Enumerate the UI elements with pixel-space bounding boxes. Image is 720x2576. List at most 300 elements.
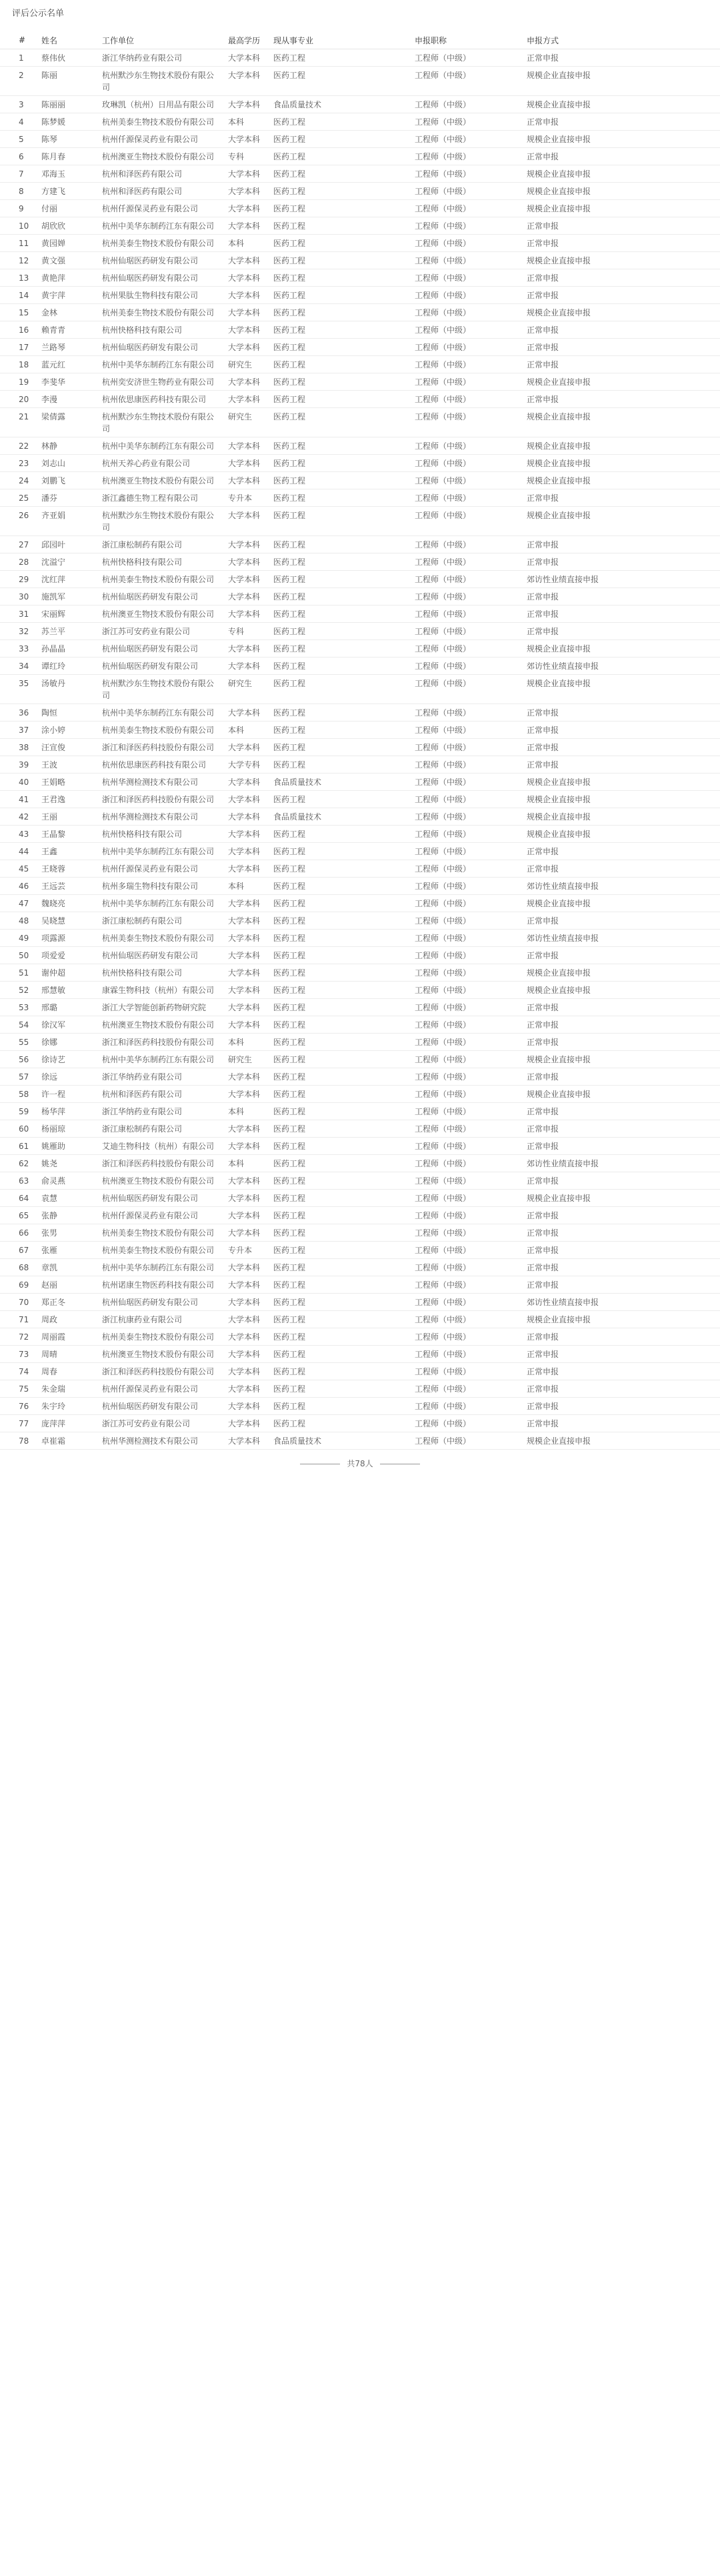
row-major <box>273 1086 415 1103</box>
row-education-text: 大学本科 <box>228 1124 261 1134</box>
row-index-text: 31 <box>19 609 29 619</box>
row-major <box>273 373 415 391</box>
row-index-text: 76 <box>19 1402 29 1411</box>
row-unit-text: 艾迪生物科技（杭州）有限公司 <box>102 1142 215 1151</box>
row-major <box>273 739 415 756</box>
row-major <box>273 1016 415 1034</box>
column-header-education: 最高学历 <box>228 31 273 49</box>
row-major-text: 医药工程 <box>273 493 306 503</box>
row-unit-text: 杭州和泽医药有限公司 <box>102 1090 183 1099</box>
table-row <box>0 791 720 808</box>
row-major-text: 医药工程 <box>273 1003 306 1012</box>
row-major-text: 医药工程 <box>273 557 306 567</box>
row-education-text: 大学本科 <box>228 53 261 63</box>
row-major-text: 医药工程 <box>273 1419 306 1428</box>
row-method <box>527 553 720 571</box>
row-title <box>415 756 527 774</box>
row-method <box>527 373 720 391</box>
row-title <box>415 455 527 472</box>
row-education <box>228 1120 273 1138</box>
row-major <box>273 553 415 571</box>
row-name-text: 徐汉军 <box>41 1020 66 1030</box>
row-index-text: 32 <box>19 627 29 636</box>
row-education-text: 大学本科 <box>228 100 261 109</box>
row-method <box>527 1016 720 1034</box>
row-title-text: 工程师（中级） <box>415 256 471 265</box>
row-title <box>415 165 527 183</box>
row-major <box>273 96 415 113</box>
row-name <box>41 1380 102 1398</box>
row-method <box>527 321 720 339</box>
row-name <box>41 1242 102 1259</box>
row-major <box>273 235 415 252</box>
row-name-text: 邢慧敏 <box>41 986 66 995</box>
row-education <box>228 489 273 507</box>
row-method-text: 正常申报 <box>527 360 559 369</box>
column-header-title: 申报职称 <box>415 31 527 49</box>
row-title <box>415 605 527 623</box>
row-title-text: 工程师（中级） <box>415 662 471 671</box>
row-major-text: 医药工程 <box>273 743 306 752</box>
row-name <box>41 1276 102 1294</box>
row-major-text: 食品质量技术 <box>273 778 322 787</box>
row-title <box>415 808 527 826</box>
row-unit-text: 杭州中美华东制药江东有限公司 <box>102 899 215 908</box>
row-major <box>273 947 415 964</box>
row-method-text: 郊访性业绩直接申报 <box>527 934 599 943</box>
row-name-text: 黄艳萍 <box>41 273 66 283</box>
row-major <box>273 252 415 269</box>
row-title-text: 工程师（中级） <box>415 1107 471 1116</box>
row-education <box>228 304 273 321</box>
row-unit-text: 浙江华纳药业有限公司 <box>102 1107 183 1116</box>
row-title <box>415 791 527 808</box>
row-major-text: 医药工程 <box>273 540 306 549</box>
row-name-text: 王晓蓉 <box>41 864 66 874</box>
row-unit-text: 杭州果肽生物科技有限公司 <box>102 291 199 300</box>
row-name-text: 杨华萍 <box>41 1107 66 1116</box>
row-education <box>228 252 273 269</box>
row-title-text: 工程师（中级） <box>415 204 471 213</box>
row-education <box>228 1363 273 1380</box>
row-education <box>228 1034 273 1051</box>
row-title <box>415 704 527 722</box>
row-index <box>0 843 41 860</box>
row-method-text: 郊访性业绩直接申报 <box>527 1159 599 1168</box>
row-name <box>41 571 102 588</box>
row-name-text: 齐亚娟 <box>41 511 66 520</box>
row-index <box>0 1034 41 1051</box>
row-method <box>527 1190 720 1207</box>
table-row <box>0 1051 720 1068</box>
row-method-text: 规模企业直接申报 <box>527 812 591 822</box>
row-major-text: 医药工程 <box>273 441 306 451</box>
row-title-text: 工程师（中级） <box>415 395 471 404</box>
row-title-text: 工程师（中级） <box>415 1124 471 1134</box>
row-education <box>228 1432 273 1450</box>
row-major <box>273 165 415 183</box>
row-major-text: 医药工程 <box>273 1211 306 1220</box>
row-name-text: 陈琴 <box>41 135 58 144</box>
row-major <box>273 1311 415 1328</box>
row-major <box>273 1207 415 1224</box>
row-title <box>415 373 527 391</box>
row-education-text: 大学本科 <box>228 1176 261 1186</box>
row-major-text: 食品质量技术 <box>273 812 322 822</box>
row-index <box>0 860 41 878</box>
row-education <box>228 321 273 339</box>
row-title <box>415 1415 527 1432</box>
row-title-text: 工程师（中级） <box>415 743 471 752</box>
row-index <box>0 623 41 640</box>
row-method-text: 规模企业直接申报 <box>527 986 591 995</box>
row-method <box>527 235 720 252</box>
row-major <box>273 1259 415 1276</box>
row-education-text: 大学本科 <box>228 951 261 960</box>
row-method <box>527 623 720 640</box>
table-row <box>0 304 720 321</box>
row-education <box>228 1086 273 1103</box>
row-title <box>415 1172 527 1190</box>
row-index <box>0 1259 41 1276</box>
row-major <box>273 437 415 455</box>
table-row <box>0 1276 720 1294</box>
row-name-text: 蔡伟伙 <box>41 53 66 63</box>
row-name <box>41 1363 102 1380</box>
row-education <box>228 148 273 165</box>
row-index-text: 4 <box>19 117 24 127</box>
row-title <box>415 999 527 1016</box>
row-method <box>527 912 720 930</box>
row-unit-text: 杭州天养心药业有限公司 <box>102 459 191 468</box>
row-name <box>41 808 102 826</box>
row-major <box>273 860 415 878</box>
row-method <box>527 1051 720 1068</box>
row-index-text: 28 <box>19 557 29 567</box>
table-row <box>0 472 720 489</box>
row-education-text: 大学本科 <box>228 291 261 300</box>
row-unit-text: 杭州仙琚医药研发有限公司 <box>102 592 199 601</box>
row-title <box>415 947 527 964</box>
row-method <box>527 605 720 623</box>
row-unit <box>102 947 228 964</box>
row-unit <box>102 356 228 373</box>
row-index-text: 49 <box>19 934 29 943</box>
row-major-text: 医药工程 <box>273 1402 306 1411</box>
row-major-text: 食品质量技术 <box>273 1436 322 1446</box>
row-name-text: 陈月春 <box>41 152 66 161</box>
row-major <box>273 1034 415 1051</box>
row-unit-text: 杭州依思康医药科技有限公司 <box>102 760 207 770</box>
table-row <box>0 437 720 455</box>
row-method <box>527 183 720 200</box>
row-name <box>41 165 102 183</box>
row-unit <box>102 49 228 67</box>
row-title-text: 工程师（中级） <box>415 726 471 735</box>
row-title-text: 工程师（中级） <box>415 1263 471 1272</box>
row-unit <box>102 571 228 588</box>
row-method-text: 规模企业直接申报 <box>527 412 591 421</box>
row-method <box>527 1155 720 1172</box>
row-title <box>415 739 527 756</box>
row-major <box>273 391 415 408</box>
row-education <box>228 1224 273 1242</box>
row-name-text: 王君逸 <box>41 795 66 804</box>
row-education <box>228 113 273 131</box>
row-unit <box>102 756 228 774</box>
row-unit-text: 杭州仙琚医药研发有限公司 <box>102 1298 199 1307</box>
row-method <box>527 131 720 148</box>
table-row <box>0 200 720 217</box>
row-major <box>273 408 415 437</box>
row-title <box>415 49 527 67</box>
row-education <box>228 1328 273 1346</box>
row-method-text: 规模企业直接申报 <box>527 1055 591 1064</box>
row-unit <box>102 722 228 739</box>
row-name-text: 周春 <box>41 1367 58 1376</box>
row-method <box>527 808 720 826</box>
row-method <box>527 304 720 321</box>
row-title-text: 工程师（中级） <box>415 360 471 369</box>
row-education-text: 研究生 <box>228 1055 253 1064</box>
row-method-text: 正常申报 <box>527 1367 559 1376</box>
row-method-text: 正常申报 <box>527 1020 559 1030</box>
row-name-text: 黄宇萍 <box>41 291 66 300</box>
row-index-text: 54 <box>19 1020 29 1030</box>
column-header-index: # <box>0 31 41 49</box>
row-name-text: 项露源 <box>41 934 66 943</box>
row-major-text: 医药工程 <box>273 795 306 804</box>
row-title-text: 工程师（中级） <box>415 778 471 787</box>
row-education-text: 专科 <box>228 152 245 161</box>
row-unit-text: 杭州仙琚医药研发有限公司 <box>102 343 199 352</box>
row-title <box>415 878 527 895</box>
table-row <box>0 165 720 183</box>
row-name-text: 汤敏丹 <box>41 679 66 688</box>
row-education-text: 本科 <box>228 726 245 735</box>
row-name <box>41 623 102 640</box>
row-title-text: 工程师（中级） <box>415 1055 471 1064</box>
row-index-text: 3 <box>19 100 24 109</box>
table-row <box>0 571 720 588</box>
row-education <box>228 571 273 588</box>
table-row <box>0 1294 720 1311</box>
row-major-text: 医药工程 <box>273 934 306 943</box>
row-index-text: 45 <box>19 864 29 874</box>
row-index-text: 25 <box>19 493 29 503</box>
row-title <box>415 623 527 640</box>
row-unit-text: 浙江华纳药业有限公司 <box>102 53 183 63</box>
table-header <box>0 31 720 49</box>
row-education <box>228 1155 273 1172</box>
row-title-text: 工程师（中级） <box>415 540 471 549</box>
row-major <box>273 489 415 507</box>
row-education <box>228 96 273 113</box>
row-unit-text: 杭州默沙东生物技术股份有限公司 <box>102 679 215 700</box>
row-unit <box>102 472 228 489</box>
row-unit <box>102 1294 228 1311</box>
row-method-text: 正常申报 <box>527 1332 559 1342</box>
row-education <box>228 1415 273 1432</box>
row-education <box>228 843 273 860</box>
table-row <box>0 640 720 658</box>
row-education-text: 专科 <box>228 627 245 636</box>
row-index-text: 65 <box>19 1211 29 1220</box>
row-unit <box>102 1224 228 1242</box>
row-education-text: 大学本科 <box>228 377 261 387</box>
row-unit <box>102 1086 228 1103</box>
row-unit-text: 杭州美泰生物技术股份有限公司 <box>102 239 215 248</box>
row-title-text: 工程师（中级） <box>415 1090 471 1099</box>
row-title <box>415 658 527 675</box>
row-title-text: 工程师（中级） <box>415 1176 471 1186</box>
table-row <box>0 999 720 1016</box>
row-unit <box>102 675 228 704</box>
row-major <box>273 605 415 623</box>
row-major-text: 医药工程 <box>273 760 306 770</box>
row-education-text: 本科 <box>228 1038 245 1047</box>
row-index-text: 36 <box>19 708 29 718</box>
row-method-text: 规模企业直接申报 <box>527 459 591 468</box>
row-title <box>415 826 527 843</box>
row-index <box>0 808 41 826</box>
column-header-unit: 工作单位 <box>102 31 228 49</box>
row-name-text: 沈溢宁 <box>41 557 66 567</box>
row-education-text: 大学本科 <box>228 441 261 451</box>
row-name <box>41 472 102 489</box>
row-index-text: 9 <box>19 204 24 213</box>
row-unit <box>102 860 228 878</box>
table-row <box>0 774 720 791</box>
row-method <box>527 964 720 982</box>
row-unit-text: 杭州和泽医药有限公司 <box>102 187 183 196</box>
row-index <box>0 235 41 252</box>
table-footer <box>0 1458 720 1470</box>
row-major <box>273 1380 415 1398</box>
row-title <box>415 964 527 982</box>
row-method-text: 正常申报 <box>527 291 559 300</box>
row-title-text: 工程师（中级） <box>415 1402 471 1411</box>
row-name <box>41 1398 102 1415</box>
row-index <box>0 1224 41 1242</box>
row-education <box>228 791 273 808</box>
row-title-text: 工程师（中级） <box>415 100 471 109</box>
row-method <box>527 148 720 165</box>
row-unit-text: 杭州仙琚医药研发有限公司 <box>102 256 199 265</box>
applicant-table <box>0 31 720 1450</box>
row-method <box>527 1259 720 1276</box>
row-major-text: 医药工程 <box>273 1142 306 1151</box>
row-major-text: 医药工程 <box>273 575 306 584</box>
row-title <box>415 356 527 373</box>
row-index <box>0 791 41 808</box>
row-education-text: 大学本科 <box>228 135 261 144</box>
row-method <box>527 113 720 131</box>
row-index-text: 34 <box>19 662 29 671</box>
row-education <box>228 756 273 774</box>
row-major-text: 医药工程 <box>273 1228 306 1238</box>
row-major <box>273 1398 415 1415</box>
row-name <box>41 356 102 373</box>
row-index <box>0 1346 41 1363</box>
row-unit-text: 杭州仟源保灵药业有限公司 <box>102 864 199 874</box>
row-title <box>415 183 527 200</box>
row-index-text: 19 <box>19 377 29 387</box>
row-index-text: 17 <box>19 343 29 352</box>
row-index <box>0 472 41 489</box>
row-name-text: 朱金瑞 <box>41 1384 66 1394</box>
row-education-text: 大学专科 <box>228 760 261 770</box>
row-education-text: 大学本科 <box>228 511 261 520</box>
row-education-text: 本科 <box>228 1107 245 1116</box>
row-method-text: 规模企业直接申报 <box>527 1194 591 1203</box>
row-title-text: 工程师（中级） <box>415 708 471 718</box>
row-unit-text: 杭州中美华东制药江东有限公司 <box>102 1055 215 1064</box>
row-index <box>0 1380 41 1398</box>
row-index <box>0 408 41 437</box>
row-index-text: 47 <box>19 899 29 908</box>
row-name <box>41 287 102 304</box>
row-title-text: 工程师（中级） <box>415 916 471 926</box>
row-index-text: 66 <box>19 1228 29 1238</box>
row-method <box>527 472 720 489</box>
row-unit <box>102 1034 228 1051</box>
row-education <box>228 1259 273 1276</box>
row-unit <box>102 269 228 287</box>
row-name <box>41 605 102 623</box>
row-title-text: 工程师（中级） <box>415 1367 471 1376</box>
table-row <box>0 588 720 605</box>
table-row <box>0 1207 720 1224</box>
row-method-text: 规模企业直接申报 <box>527 1090 591 1099</box>
row-unit-text: 杭州美泰生物技术股份有限公司 <box>102 1246 215 1255</box>
row-unit <box>102 391 228 408</box>
row-unit-text: 浙江华纳药业有限公司 <box>102 1072 183 1082</box>
row-index <box>0 704 41 722</box>
row-unit-text: 浙江和泽医药科技股份有限公司 <box>102 743 215 752</box>
table-row <box>0 826 720 843</box>
row-method <box>527 722 720 739</box>
table-row <box>0 1242 720 1259</box>
row-name <box>41 489 102 507</box>
row-title-text: 工程师（中级） <box>415 1419 471 1428</box>
row-unit <box>102 791 228 808</box>
row-name <box>41 982 102 999</box>
row-unit <box>102 217 228 235</box>
row-major-text: 医药工程 <box>273 1176 306 1186</box>
row-method-text: 规模企业直接申报 <box>527 100 591 109</box>
row-index <box>0 339 41 356</box>
row-title-text: 工程师（中级） <box>415 343 471 352</box>
row-unit-text: 杭州多瑞生物科技有限公司 <box>102 882 199 891</box>
row-unit-text: 杭州仙琚医药研发有限公司 <box>102 644 199 654</box>
row-method <box>527 791 720 808</box>
row-method-text: 郊访性业绩直接申报 <box>527 662 599 671</box>
row-unit-text: 浙江和泽医药科技股份有限公司 <box>102 1159 215 1168</box>
row-title <box>415 912 527 930</box>
row-unit-text: 杭州华测检测技术有限公司 <box>102 778 199 787</box>
row-education-text: 大学本科 <box>228 395 261 404</box>
row-method-text: 正常申报 <box>527 273 559 283</box>
row-method <box>527 704 720 722</box>
row-title-text: 工程师（中级） <box>415 830 471 839</box>
row-name-text: 陈丽丽 <box>41 100 66 109</box>
row-index <box>0 507 41 536</box>
row-unit-text: 杭州美泰生物技术股份有限公司 <box>102 575 215 584</box>
row-title <box>415 675 527 704</box>
row-name-text: 王晶黎 <box>41 830 66 839</box>
row-major-text: 医药工程 <box>273 291 306 300</box>
